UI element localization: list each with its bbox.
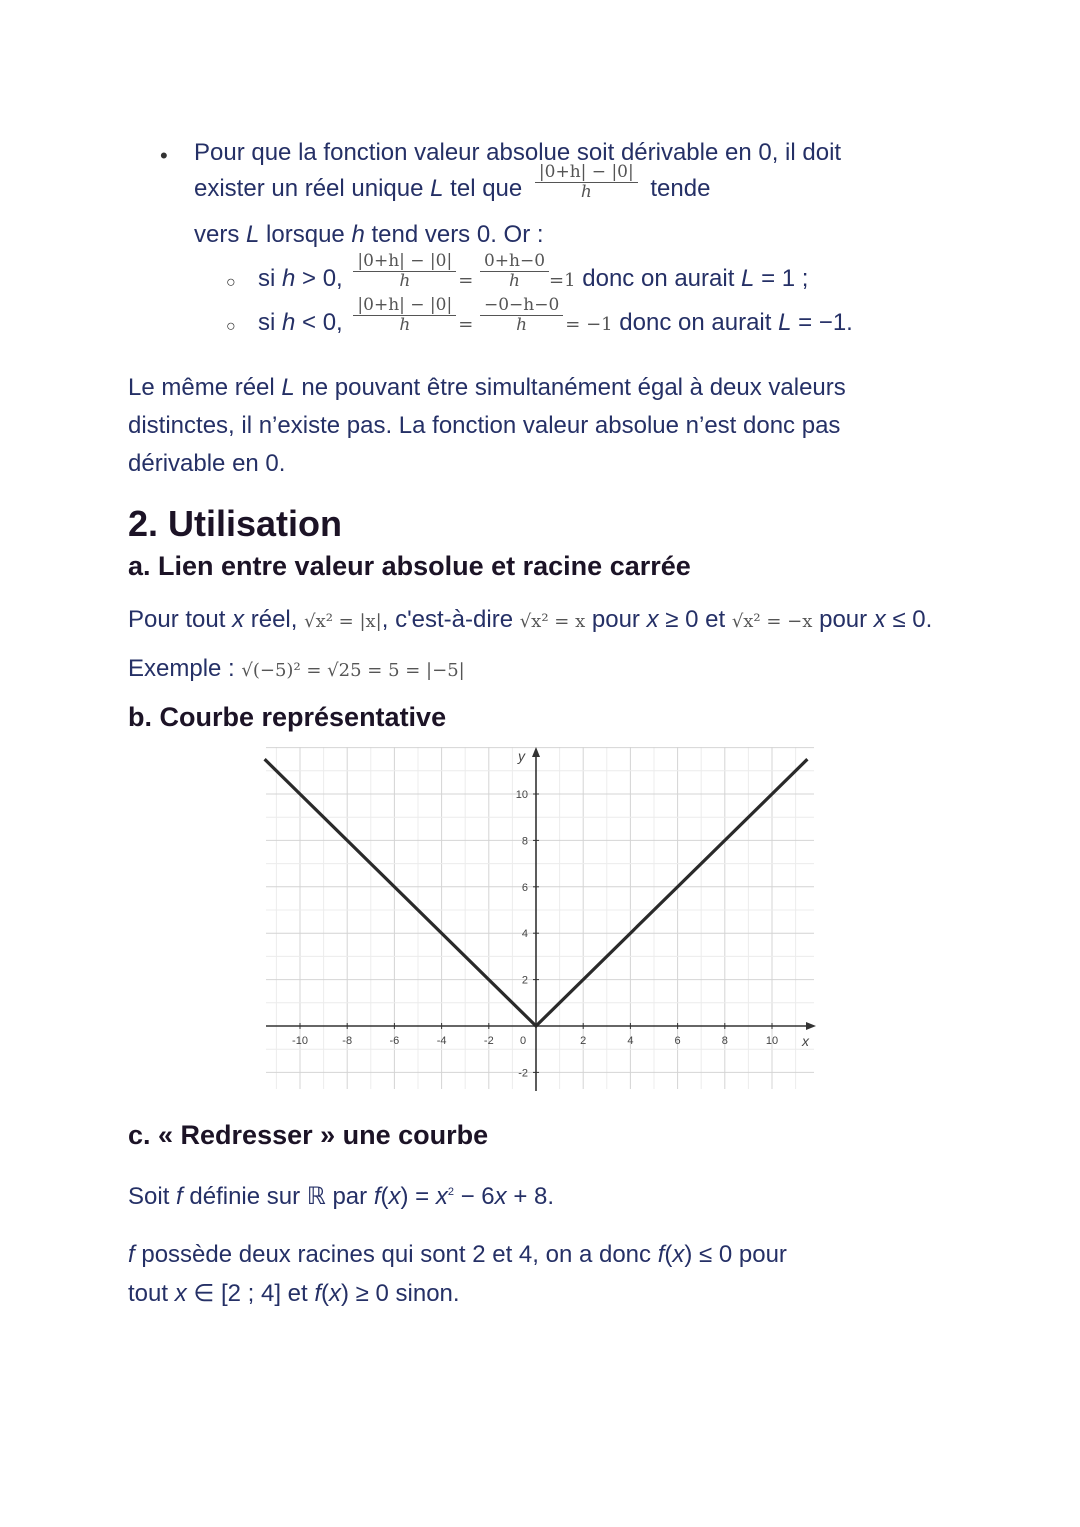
text: tel que <box>443 175 529 202</box>
text: − 6 <box>453 1183 495 1210</box>
var-f: f <box>314 1280 322 1307</box>
var-L: L <box>430 175 444 202</box>
var-x: x <box>329 1280 342 1307</box>
var-L: L <box>246 221 260 248</box>
section-title: 2. Utilisation <box>128 503 343 544</box>
text: réel, <box>244 606 305 633</box>
function-definition <box>128 1173 554 1216</box>
var-f: f <box>373 1183 381 1210</box>
text: ) ≥ 0 sinon. <box>341 1280 460 1307</box>
fraction-numerator: |0+h| − |0| <box>353 296 456 316</box>
absolute-value-chart <box>262 743 818 1093</box>
subsection-c-title: c. « Redresser » une courbe <box>128 1120 489 1150</box>
x-tick-label: 8 <box>721 1035 728 1047</box>
y-tick-label: 10 <box>515 789 528 801</box>
sub-bullet: ○ <box>226 274 236 291</box>
text: ≥ 0 et <box>658 606 732 633</box>
subsection-b-title: b. Courbe représentative <box>128 702 447 732</box>
intro-line-1: Pour que la fonction valeur absolue soit dérivable en 0, il doit <box>194 139 842 166</box>
var-x: x <box>232 606 245 633</box>
x-tick-label: -4 <box>436 1035 447 1047</box>
text: = −1. <box>791 309 853 336</box>
fraction-denominator: h <box>580 182 592 203</box>
var-L: L <box>778 309 792 336</box>
fraction-left <box>353 296 456 335</box>
y-tick-label: 2 <box>521 974 528 987</box>
sub-bullet: ○ <box>226 318 236 335</box>
text: pour <box>585 606 647 633</box>
text: ne pouvant être simultanément égal à deux valeurs <box>294 374 846 401</box>
var-x: x <box>873 606 886 633</box>
example-formula: √(−5)² = √25 = 5 = |−5| <box>241 660 465 681</box>
x-tick-label: -8 <box>342 1035 353 1047</box>
var-h: h <box>351 221 365 248</box>
fraction-numerator: |0+h| − |0| <box>535 163 638 183</box>
fraction-right <box>480 252 549 291</box>
equals: = <box>458 314 474 335</box>
var-x: x <box>672 1241 685 1268</box>
fraction-difference-quotient <box>535 163 638 202</box>
text: vers <box>194 221 247 248</box>
var-f: f <box>176 1183 183 1210</box>
text: ) = <box>400 1183 436 1210</box>
var-f: f <box>128 1241 135 1268</box>
x-tick-label: 10 <box>765 1035 779 1047</box>
text: , c'est-à-dire <box>381 606 520 633</box>
text: ≤ 0. <box>885 606 933 633</box>
x-tick-label: 6 <box>674 1035 681 1047</box>
text: donc on aurait <box>612 309 779 336</box>
roots-line-1 <box>128 1236 787 1274</box>
text: donc on aurait <box>575 265 742 292</box>
var-x: x <box>388 1183 401 1210</box>
text: + 8. <box>506 1183 555 1210</box>
text: tend vers 0. Or : <box>364 221 544 248</box>
text: tende <box>650 175 711 202</box>
x-axis-label: x <box>802 1033 809 1049</box>
x-tick-label: 0 <box>519 1035 527 1047</box>
y-axis-arrow <box>532 747 540 757</box>
text: Soit <box>128 1183 177 1210</box>
case-positive <box>258 251 809 300</box>
text: exister un réel unique <box>194 175 431 202</box>
y-tick-label: 8 <box>521 835 528 848</box>
text: pour <box>812 606 874 633</box>
text: ) ≤ 0 pour <box>684 1241 787 1268</box>
abs-sqrt-relation <box>128 601 932 641</box>
fraction-denominator: h <box>399 315 411 336</box>
intro-line-2 <box>194 162 711 208</box>
x-tick-label: 4 <box>627 1035 634 1047</box>
fraction-denominator: h <box>399 271 411 292</box>
var-L: L <box>281 374 295 401</box>
fraction-right <box>480 296 563 335</box>
exponent: 2 <box>447 1186 454 1198</box>
x-tick-label: -6 <box>389 1035 400 1047</box>
formula-sqrt-abs: √x² = |x| <box>304 611 382 632</box>
text: si <box>258 265 282 292</box>
bullet-dot: • <box>160 143 168 168</box>
text: lorsque <box>259 221 352 248</box>
fraction-left <box>353 252 456 291</box>
fraction-numerator: −0−h−0 <box>480 296 563 316</box>
y-tick-label: 6 <box>521 881 528 894</box>
fraction-denominator: h <box>516 315 528 336</box>
y-axis-label: y <box>518 748 525 764</box>
text: = 1 ; <box>754 265 809 292</box>
text: possède deux racines qui sont 2 et 4, on a donc <box>134 1241 658 1268</box>
para-line-3: dérivable en 0. <box>128 450 286 477</box>
text: Pour tout <box>128 606 233 633</box>
var-h: h <box>282 309 296 336</box>
text: tout <box>128 1280 175 1307</box>
example-label: Exemple : <box>128 655 242 682</box>
text: définie sur ℝ par <box>182 1183 374 1210</box>
formula-sqrt-x: √x² = x <box>519 611 586 632</box>
fraction-numerator: 0+h−0 <box>480 252 549 272</box>
var-x: x <box>494 1183 507 1210</box>
para-line-1 <box>128 369 846 407</box>
var-f: f <box>657 1241 665 1268</box>
result: =1 <box>549 270 576 291</box>
fraction-denominator: h <box>509 271 520 292</box>
text: ( <box>380 1183 389 1210</box>
text: ∈ [2 ; 4] et <box>186 1280 315 1307</box>
subsection-a-title: a. Lien entre valeur absolue et racine carrée <box>128 551 691 581</box>
y-tick-label: 4 <box>521 928 528 941</box>
fraction-numerator: |0+h| − |0| <box>353 252 456 272</box>
text: Le même réel <box>128 374 282 401</box>
var-h: h <box>282 265 296 292</box>
result: = −1 <box>565 314 613 335</box>
example-line <box>128 650 465 690</box>
var-L: L <box>741 265 755 292</box>
text: si <box>258 309 282 336</box>
x-tick-label: -10 <box>292 1035 308 1047</box>
x-axis-arrow <box>806 1022 816 1030</box>
var-x: x <box>174 1280 187 1307</box>
roots-line-2 <box>128 1275 460 1313</box>
intro-line-3 <box>194 216 544 254</box>
formula-sqrt-minus-x: √x² = −x <box>731 611 813 632</box>
para-line-2: distinctes, il n’existe pas. La fonction valeur absolue n’est donc pas <box>128 412 841 439</box>
var-x: x <box>435 1183 448 1210</box>
var-x: x <box>646 606 659 633</box>
text: ( <box>664 1241 673 1268</box>
equals: = <box>458 270 474 291</box>
case-negative <box>258 295 853 344</box>
text: < 0, <box>295 309 343 336</box>
x-tick-label: -2 <box>483 1035 494 1047</box>
x-tick-label: 2 <box>580 1035 587 1047</box>
text: ( <box>321 1280 330 1307</box>
y-tick-label: -2 <box>518 1067 528 1080</box>
text: > 0, <box>295 265 343 292</box>
